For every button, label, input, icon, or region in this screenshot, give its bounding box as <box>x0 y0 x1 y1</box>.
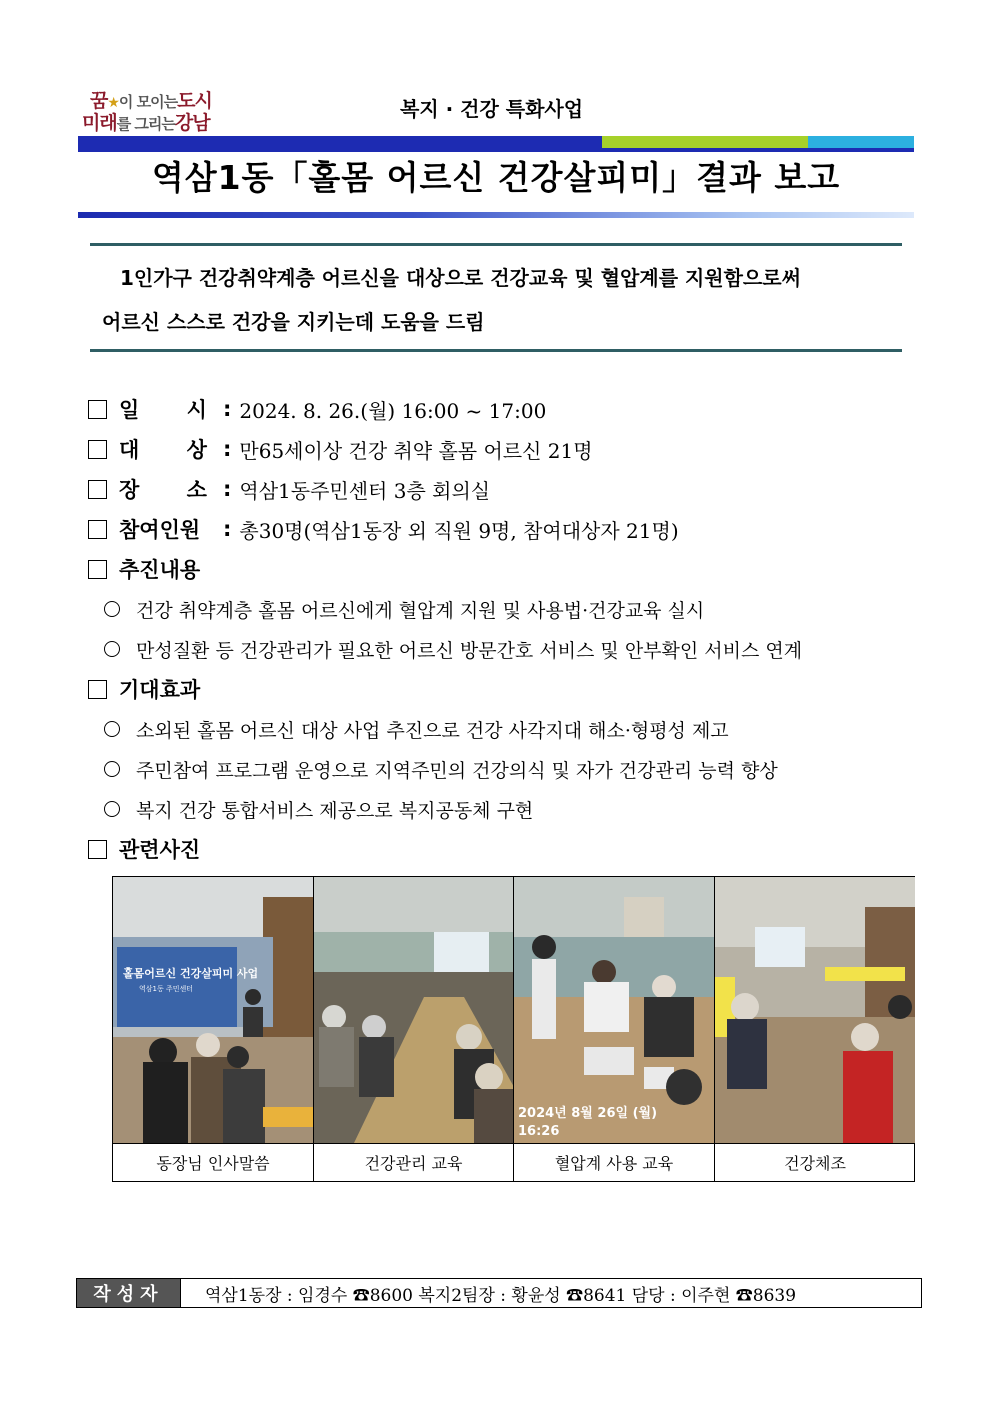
info-row-place: 장 소 : 역삼1동주민센터 3층 회의실 <box>88 473 490 505</box>
info-value: 역삼1동주민센터 3층 회의실 <box>239 478 491 503</box>
title-underline <box>78 212 914 218</box>
info-label: 참여인원 <box>119 518 201 542</box>
info-row-target: 대 상 : 만65세이상 건강 취약 홀몸 어르신 21명 <box>88 433 593 465</box>
star-icon: ★ <box>107 95 119 111</box>
bar-green <box>602 136 808 148</box>
photo-caption: 동장님 인사말씀 <box>113 1143 314 1181</box>
photo-health-education <box>314 877 514 1143</box>
photo-exercise <box>715 877 915 1143</box>
info-value: 만65세이상 건강 취약 홀몸 어르신 21명 <box>239 438 593 463</box>
logo-text: 꿈 <box>90 90 108 112</box>
circle-bullet-icon <box>104 761 120 777</box>
photo-timestamp-date: 2024년 8월 26일 (월) <box>518 1106 658 1121</box>
info-row-participants: 참여인원 : 총30명(역삼1동장 외 직원 9명, 참여대상자 21명) <box>88 513 679 545</box>
checkbox-icon <box>88 400 107 419</box>
section-title: 기대효과 <box>119 678 201 702</box>
checkbox-icon <box>88 840 107 859</box>
banner-sub: 역삼1동 주민센터 <box>139 985 194 993</box>
photo-health-education-image <box>314 877 514 1143</box>
logo-text: 를 그리는 <box>116 115 175 133</box>
list-item-text: 소외된 홀몸 어르신 대상 사업 추진으로 건강 사각지대 해소·형평성 제고 <box>136 719 729 742</box>
info-label: 일 시 <box>119 398 207 422</box>
logo-text: 도시 <box>177 90 212 112</box>
info-label: 대 상 <box>119 438 207 462</box>
author-footer <box>76 1278 922 1308</box>
photo-bp-monitor-education <box>514 877 715 1143</box>
list-item <box>104 753 778 785</box>
photo-caption: 건강체조 <box>715 1143 915 1181</box>
list-item <box>104 633 802 665</box>
checkbox-icon <box>88 480 107 499</box>
list-item-text: 주민참여 프로그램 운영으로 지역주민의 건강의식 및 자가 건강관리 능력 향상 <box>136 759 778 782</box>
circle-bullet-icon <box>104 601 120 617</box>
checkbox-icon <box>88 440 107 459</box>
checkbox-icon <box>88 560 107 579</box>
photo-exercise-image <box>715 877 915 1143</box>
list-item-text: 복지 건강 통합서비스 제공으로 복지공동체 구현 <box>136 799 534 822</box>
section-effect <box>88 673 200 705</box>
checkbox-icon <box>88 680 107 699</box>
bar-blue <box>78 136 602 148</box>
list-item-text: 건강 취약계층 홀몸 어르신에게 혈압계 지원 및 사용법·건강교육 실시 <box>136 599 705 622</box>
logo-text: 미래 <box>82 112 117 134</box>
section-title: 추진내용 <box>119 558 201 582</box>
photo-caption: 건강관리 교육 <box>314 1143 514 1181</box>
page-title: 역삼1동「홀몸 어르신 건강살피미」결과 보고 <box>151 158 841 197</box>
category-label: 복지 · 건강 특화사업 <box>400 97 584 121</box>
summary-line-2: 어르신 스스로 건강을 지키는데 도움을 드림 <box>102 310 485 334</box>
photo-timestamp-time: 16:26 <box>518 1124 560 1139</box>
logo-text: 이 모이는 <box>118 93 178 111</box>
photo-bp-monitor-education-image <box>514 877 715 1143</box>
logo-text: 강남 <box>174 112 210 134</box>
photo-greeting-image <box>113 877 314 1143</box>
list-item <box>104 593 704 625</box>
list-item <box>104 793 533 825</box>
list-item-text: 만성질환 등 건강관리가 필요한 어르신 방문간호 서비스 및 안부확인 서비스 연계 <box>136 639 803 662</box>
author-contacts: 역삼1동장 : 임경수 ☎8600 복지2팀장 : 황윤성 ☎8641 담당 : 이주현 ☎8639 <box>205 1285 797 1306</box>
info-value: 총30명(역삼1동장 외 직원 9명, 참여대상자 21명) <box>239 518 679 543</box>
summary-top-rule <box>90 243 902 246</box>
photo-table <box>112 876 915 1182</box>
section-progress <box>88 553 200 585</box>
summary-bottom-rule <box>90 349 902 352</box>
gangnam-logo <box>82 86 242 136</box>
info-row-date: 일 시 : 2024. 8. 26.(월) 16:00 ~ 17:00 <box>88 393 546 425</box>
section-title: 관련사진 <box>119 838 201 862</box>
info-label: 장 소 <box>119 478 207 502</box>
photo-caption: 혈압계 사용 교육 <box>514 1143 715 1181</box>
author-label: 작성자 <box>77 1279 181 1307</box>
photo-greeting <box>113 877 314 1143</box>
banner-text: 홀몸어르신 건강살피미 사업 <box>123 967 259 980</box>
circle-bullet-icon <box>104 721 120 737</box>
checkbox-icon <box>88 520 107 539</box>
info-value: 2024. 8. 26.(월) 16:00 ~ 17:00 <box>239 398 547 423</box>
circle-bullet-icon <box>104 641 120 657</box>
bar-cyan <box>808 136 914 148</box>
summary-line-1: 1인가구 건강취약계층 어르신을 대상으로 건강교육 및 혈압계를 지원함으로써 <box>120 266 801 290</box>
list-item <box>104 713 729 745</box>
circle-bullet-icon <box>104 801 120 817</box>
section-photos <box>88 833 200 865</box>
